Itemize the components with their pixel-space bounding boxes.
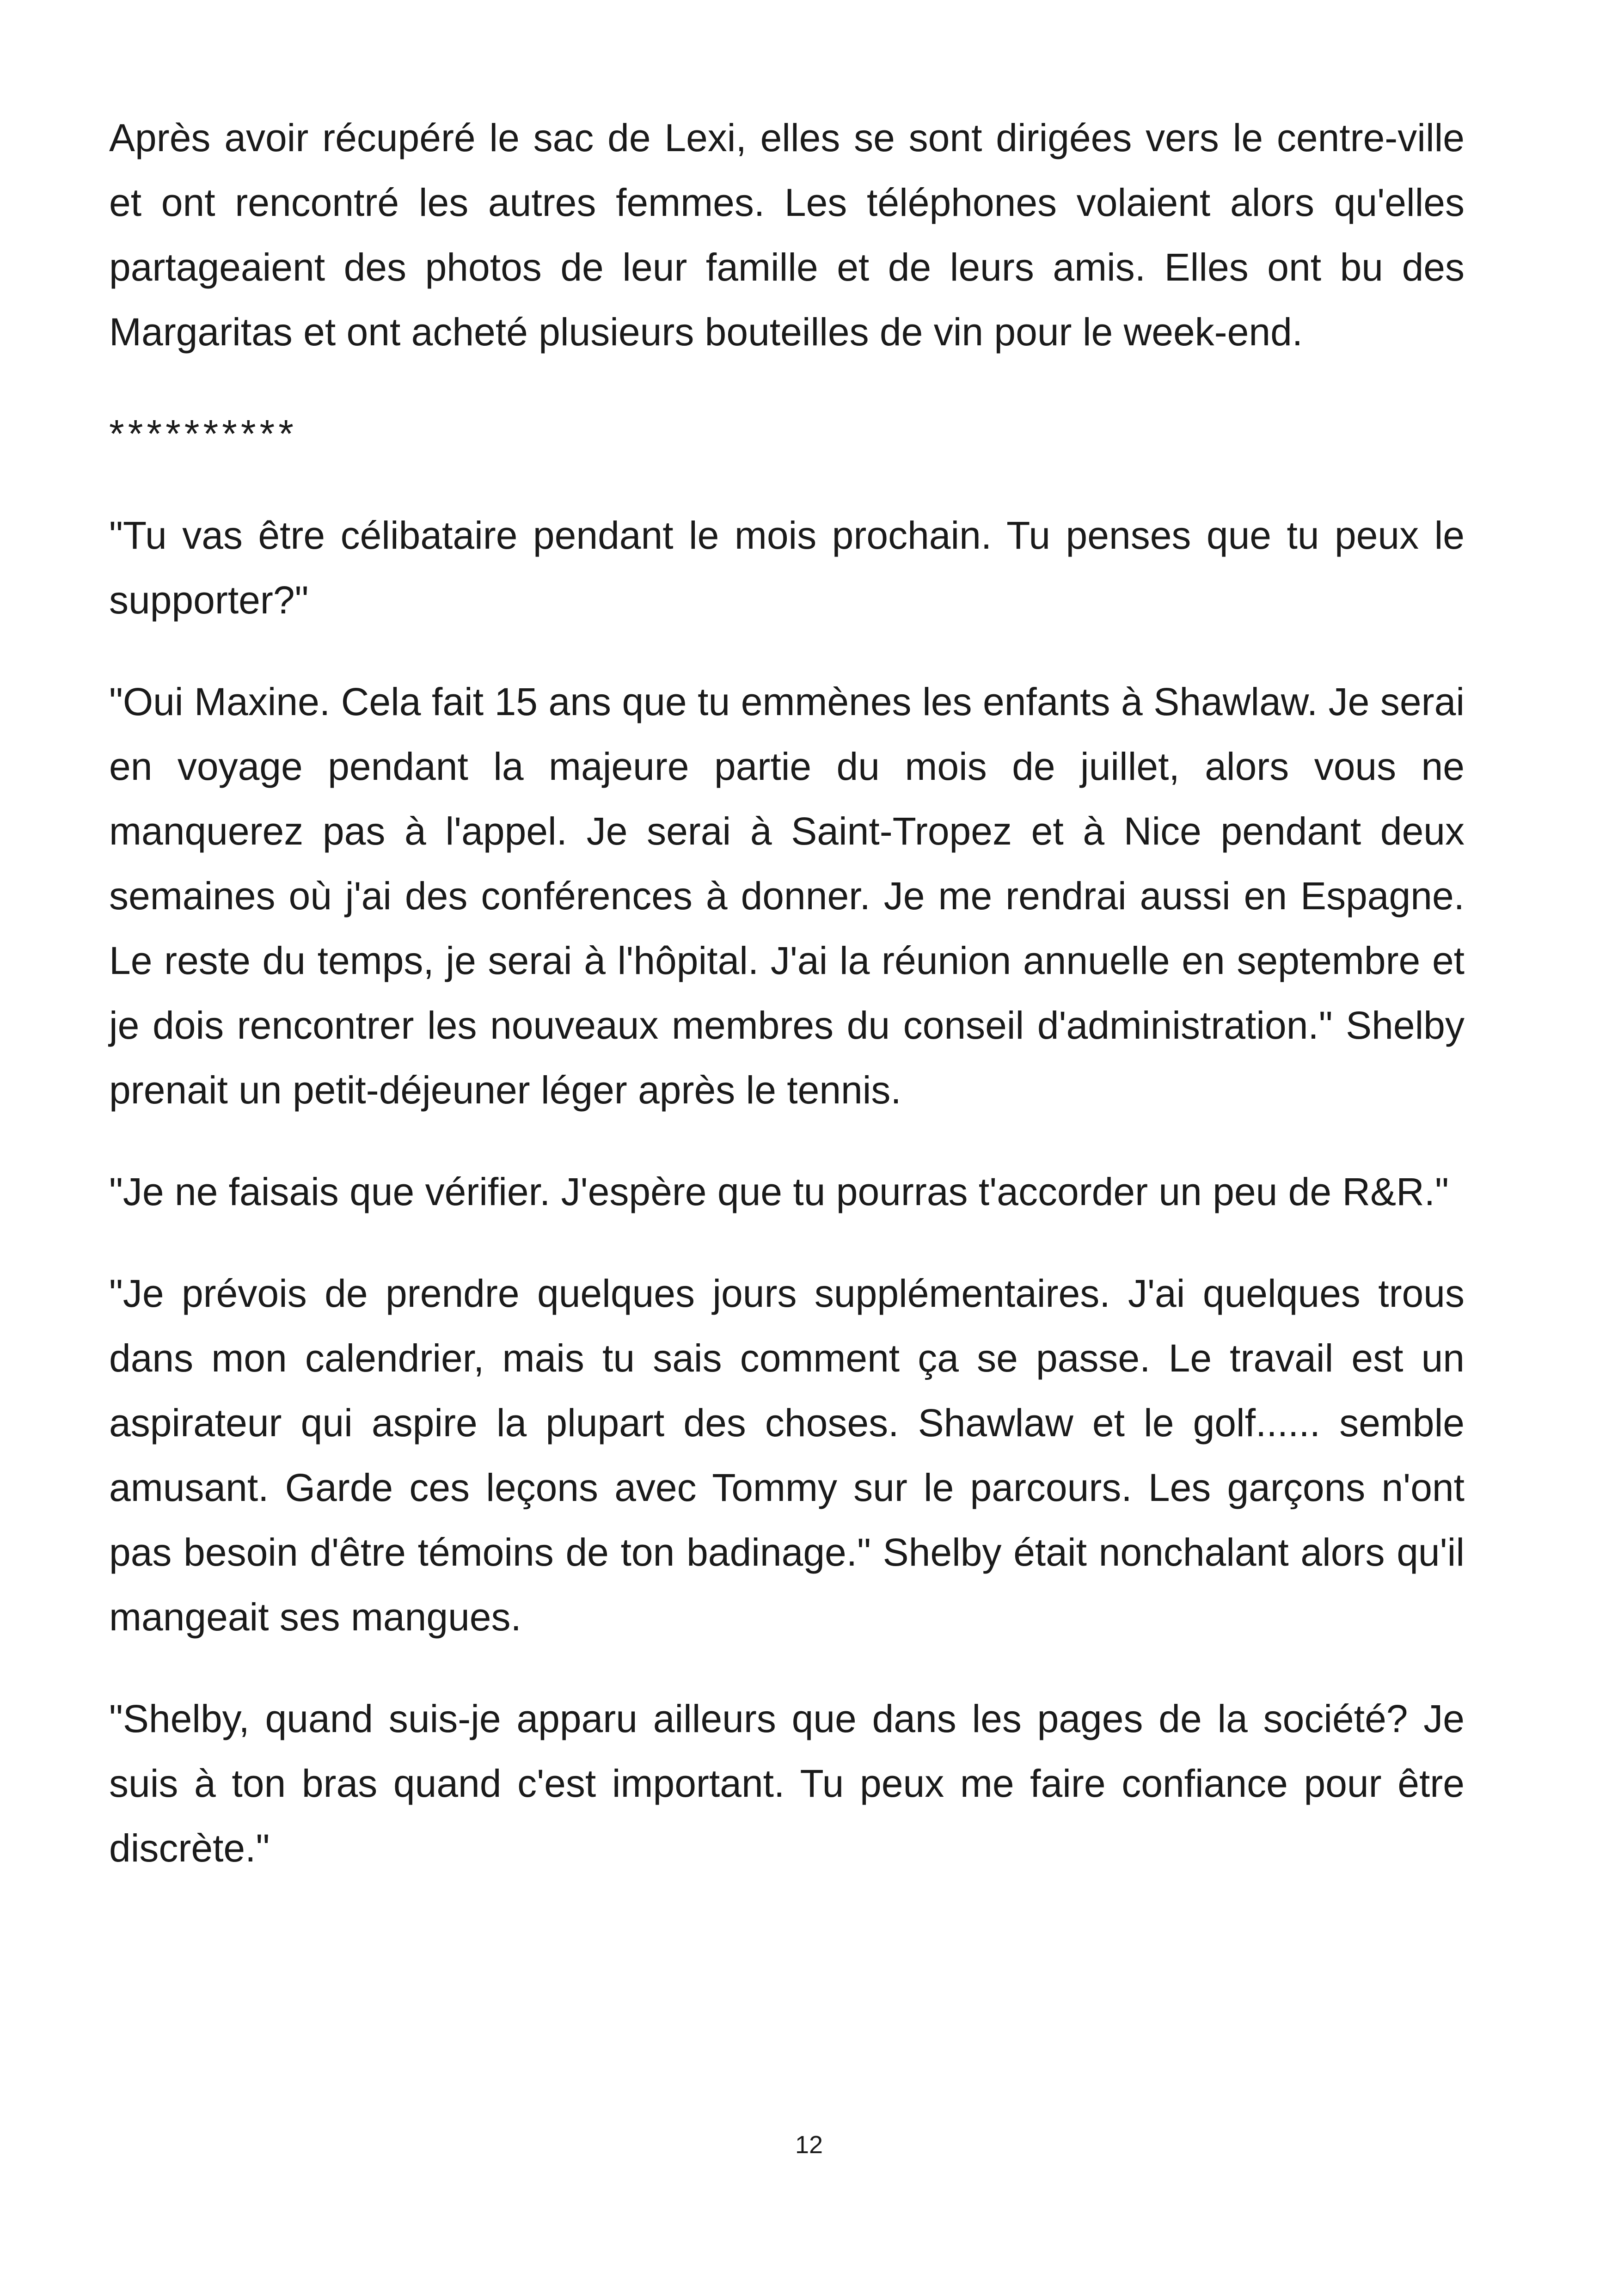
scene-separator: ********** bbox=[109, 412, 297, 455]
paragraph-dialogue: "Oui Maxine. Cela fait 15 ans que tu emmènes les enfants à Shawlaw. Je serai en voyage pendant la majeure partie du mois de juillet, alors vous ne manquerez pas à l'appel. Je serai à Saint-Tropez et à Nice pendant deux semaines où j'ai des conférences à donner. Je me rendrai aussi en Espagne. Le reste du temps, je serai à l'hôpital. J'ai la réunion annuelle en septembre et je dois rencontrer les nouveaux membres du conseil d'administration." Shelby prenait un petit-déjeuner léger après le tennis. bbox=[109, 680, 1465, 1112]
paragraph-dialogue: "Je prévois de prendre quelques jours supplémentaires. J'ai quelques trous dans mon calendrier, mais tu sais comment ça se passe. Le travail est un aspirateur qui aspire la plupart des choses. Shawlaw et le golf...... semble amusant. Garde ces leçons avec Tommy sur le parcours. Les garçons n'ont pas besoin d'être témoins de ton badinage." Shelby était nonchalant alors qu'il mangeait ses mangues. bbox=[109, 1272, 1465, 1639]
page-number: 12 bbox=[795, 2131, 823, 2159]
document-body bbox=[109, 105, 1465, 1917]
paragraph-narration: Après avoir récupéré le sac de Lexi, elles se sont dirigées vers le centre-ville et ont rencontré les autres femmes. Les téléphones volaient alors qu'elles partageaient des photos de leur famille et de leurs amis. Elles ont bu des Margaritas et ont acheté plusieurs bouteilles de vin pour le week-end. bbox=[109, 116, 1465, 354]
paragraph-dialogue: "Je ne faisais que vérifier. J'espère que tu pourras t'accorder un peu de R&R." bbox=[109, 1170, 1449, 1213]
paragraph-dialogue: "Tu vas être célibataire pendant le mois prochain. Tu penses que tu peux le supporter?" bbox=[109, 514, 1465, 622]
paragraph-dialogue: "Shelby, quand suis-je apparu ailleurs que dans les pages de la société? Je suis à ton bras quand c'est important. Tu peux me faire confiance pour être discrète." bbox=[109, 1697, 1465, 1870]
